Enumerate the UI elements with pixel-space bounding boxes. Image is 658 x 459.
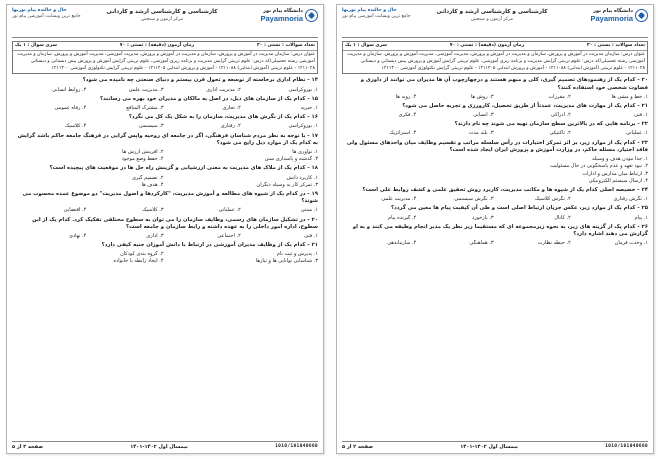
answer-option[interactable]: ۴. مدیریت علمی (381, 196, 417, 203)
answer-option[interactable]: ۳. انسانی (473, 112, 494, 119)
answer-option[interactable]: ۳. ارتباط میان مدارس و ادارات (582, 170, 648, 177)
answer-option[interactable]: ۳. شناسایی توانایی ها و نیازها (255, 258, 318, 265)
page-number: صفحه ۳ از ۵ (12, 443, 44, 450)
answer-options (12, 233, 318, 239)
question-number: ۲۳ (641, 139, 648, 146)
answer-option[interactable]: ۲. مدیریت اداری (206, 86, 241, 93)
answer-options (12, 149, 318, 163)
question-item (342, 224, 648, 247)
answer-options (12, 87, 318, 93)
question-text: در تشکیل سازمان های رسمی، وظایف سازمان را می توان به سطوح مختلفی تفکیک کرد. کدام یک از این سطوح، اداره امور داخلی را به عهده داشته و رابط سازمان و جامعه است؟ (32, 216, 318, 230)
answer-option[interactable]: ۴. اقتضایی (63, 207, 87, 214)
answer-options (342, 156, 648, 184)
answer-option[interactable]: ۴. گیرنده پیام (387, 214, 417, 221)
question-text-row: ۱۵- کدام یک از سازمان های ذیل، در اصل به مالکان و مدیران خود بهره می رسانند؟ (100, 95, 318, 102)
answer-option[interactable]: ۱. نوآوری ها (292, 148, 318, 155)
answer-option[interactable]: ۱. فنی (634, 112, 648, 119)
answer-option[interactable]: ۲. نبود تعهد و عدم پاسخگویی در حال مسئولیت (550, 163, 648, 170)
question-text: کدام یک از نگرش های مدیریت، سازمان را به شکل یک کل می نگرد؟ (128, 114, 306, 121)
exam-time: زمان آزمون (دقیقه) : تستی : ۷۰ (119, 43, 195, 48)
university-name: دانشگاه پیام نور (593, 8, 633, 14)
answer-option[interactable]: ۱. وحدت فرمان (614, 240, 648, 247)
answer-option[interactable]: ۴. سازماندهی (387, 240, 417, 247)
answer-option[interactable]: ۲. حیطه نظارت (537, 240, 571, 247)
question-text: کدام یک از مهارت های مدیریت، عمدتاً از طریق تحصیل، کارورزی و تجربه حاصل می شود؟ (402, 102, 636, 109)
question-item (342, 103, 648, 118)
question-text-row: ۲۵- کدام یک از موارد زیر، عکس جریان ارتباط اصلی است و طی آن کیفیت پیام ها معین می گردد؟ (391, 205, 648, 212)
exam-info-box (342, 41, 648, 74)
page-number: صفحه ۲ از ۵ (342, 443, 374, 450)
question-number: ۲۴ (641, 187, 648, 193)
answer-option[interactable]: ۱. جدا نبودن هدف و وسیله (591, 156, 648, 162)
answer-option[interactable]: ۳. گذشته و پاسداری سنن (264, 156, 318, 163)
question-number: ۱۶ (311, 114, 318, 121)
question-number: ۱۷ (311, 132, 318, 139)
university-emblem-icon (305, 9, 318, 22)
exam-page-right (336, 4, 654, 454)
question-count: تعداد سوالات : تستی : ۳۰ (256, 43, 315, 48)
question-text: کدام یک از رهنمودهای تصمیم گیری، کلی و مبهم هستند و درچهارچوب آن ها مدیران می توانند از داوری و قضاوت شخصی خود استفاده کنند؟ (360, 77, 648, 91)
answer-option[interactable]: ۴. کلاسیک (64, 123, 87, 130)
answer-option[interactable]: ۳. بازخورد (471, 214, 494, 221)
answer-option[interactable]: ۳. اداری (146, 232, 164, 239)
answer-option[interactable]: ۱. فنی (304, 232, 318, 239)
answer-option[interactable]: ۲. آفرینش ارزش ها (122, 148, 164, 155)
tagline-bottom: جامع ترین وبسایت آموزشی پیام نور (342, 14, 411, 20)
answer-option[interactable]: ۱. نگرش رفتاری (613, 196, 648, 203)
question-number: ۲۶ (641, 223, 648, 230)
question-series: سری سوال : ۱ یک (15, 43, 58, 48)
answer-option[interactable]: ۱. خط و مشی ها (611, 93, 648, 100)
answer-option[interactable]: ۳. هماهنگی (469, 240, 494, 247)
exam-page-left (6, 4, 324, 454)
answer-option[interactable]: ۳. تمرکز کار به وسیله دیگران (256, 181, 318, 188)
question-text: کدام یک از ملاک های مدیریت به معنی ارزشیابی و گزینش راه حل ها در موقعیت های پیچیده است؟ (49, 165, 306, 172)
answer-option[interactable]: ۴. روابط انسانی (52, 86, 87, 93)
answer-options (12, 207, 318, 213)
course-info: عنوان درس: سازمان مدیریت در آموزش و پرورش، سازمان و مدیریت در آموزش و پرورش، مدیریت آموزشی، مدیریت آموزش و پرورش، سازمان و مدیریت آموزشی رشته تحصیلی/کد درس: علوم تربیتی گرایش مدیریت و برنامه ریزی آموزشی، علوم تربیتی گرایش آموزش و پرورش پیش دبستانی و دبستانی ۱۲۱۱۰۲۸ - علوم تربیتی (آموزش ابتدایی) ۱۲۱۱۰۸۸ - آموزش و پرورش ابتدایی ۱۲۱۱۲۰۵ - علوم تربیتی گرایش تکنولوژی آموزشی ۱۲۱۱۳۰۰ (17, 51, 315, 71)
question-text-row: ۲۴- خصیصه اصلی کدام یک از شیوه ها و مکاتب مدیریت، کاربرد روش تحقیق علمی و کشف روابط علی است؟ (362, 187, 648, 193)
question-number: ۲۲ (641, 121, 648, 128)
exam-subtitle: مرکز آزمون و سنجش (470, 16, 514, 22)
question-number: ۲۰ (311, 216, 318, 223)
question-item (12, 133, 318, 163)
university-emblem-icon (635, 9, 648, 22)
answer-options (12, 251, 318, 265)
question-text-row: ۲۰- در تشکیل سازمان های رسمی، وظایف سازمان را می توان به سطوح مختلفی تفکیک کرد. کدام یک از این سطوح، اداره امور داخلی را به عهده داشته و رابط سازمان و جامعه است؟ (32, 216, 318, 230)
answer-option[interactable]: ۲. گروه بندی کودکان (120, 251, 164, 258)
barcode-number: 1010/101040660 (605, 444, 648, 449)
page-header (12, 8, 318, 38)
question-text: با توجه به نظر مردم شناسان فرهنگی، اگر در جامعه ای روحیه واپس گرایی در فرهنگ جامعه حاکم باشد گرایش به کدام یک از موارد ذیل رایج می شود؟ (17, 132, 318, 146)
answer-option[interactable]: ۲. اجتماعی (217, 232, 241, 239)
answer-option[interactable]: ۲. کانال (554, 214, 571, 221)
answer-options (342, 240, 648, 246)
page-header (342, 8, 648, 38)
question-item (12, 217, 318, 240)
answer-option[interactable]: ۳. کلاسیک (142, 207, 164, 214)
tagline-top: حال و حالنده پیام نوریها (342, 8, 397, 13)
answer-option[interactable]: ۲. مقررات (548, 93, 571, 100)
term-label: نیمسال اول ۱۴۰۲-۱۴۰۱ (460, 443, 518, 450)
page-footer (12, 441, 318, 450)
answer-option[interactable]: ۴. استراتژیک (389, 130, 417, 137)
answer-option[interactable]: ۱. سنتی (300, 207, 318, 214)
question-number: ۲۵ (641, 205, 648, 212)
exam-title: کارشناسی و کارشناسی ارشد و کاردانی (436, 9, 548, 15)
question-text-row: ۱۴- نظام اداری برخاسته از توسعه و تحول قرن بیستم و دنیای صنعتی چه نامیده می شود؟ (82, 77, 318, 84)
question-list (342, 77, 648, 246)
answer-option[interactable]: ۴. فکری (398, 112, 417, 119)
question-number: ۲۰ (641, 77, 648, 84)
answer-option[interactable]: ۱. بوروکراسی (288, 123, 318, 130)
question-item (12, 114, 318, 129)
question-count: تعداد سوالات : تستی : ۳۰ (586, 43, 645, 48)
question-text-row: ۱۶- کدام یک از نگرش های مدیریت، سازمان را به شکل یک کل می نگرد؟ (128, 114, 318, 121)
answer-option[interactable]: ۴. هدف ها (141, 181, 164, 188)
question-text: کدام یک از گزینه های زیر، به نحوه زیرمجموعه ای که مستقیما زیر نظر یک مدیر انجام وظیفه می کنند و به او گزارش می دهند اشاره دارد؟ (352, 223, 648, 237)
question-item (342, 140, 648, 184)
question-text-row: ۱۸- کدام یک از ملاک های مدیریت به معنی ارزشیابی و گزینش راه حل ها در موقعیت های پیچیده است؟ (49, 165, 318, 172)
question-text: کدام یک از وظایف مدیران آموزشی در ارتباط با دانش آموزان جنبه کیفی دارد؟ (101, 242, 306, 249)
question-text-row: ۲۲- برنامه هایی که در بالاترین سطح سازمان تهیه می شوند چه نام دارند؟ (454, 121, 648, 128)
question-item (12, 77, 318, 92)
answer-options (12, 105, 318, 111)
answer-option[interactable]: ۱. خیریه (300, 104, 318, 111)
question-item (12, 242, 318, 265)
answer-option[interactable]: ۲. ادراکی (550, 112, 571, 119)
question-number: ۱۵ (311, 95, 318, 102)
answer-option[interactable]: ۴. رویه ها (395, 93, 417, 100)
question-text: در کدام یک از شیوه های مطالعه و آموزش مدیریت، "کارکردها و اصول مدیریت" دو موضوع عمده محسوب می شوند؟ (22, 191, 318, 205)
question-text: برنامه هایی که در بالاترین سطح سازمان تهیه می شوند چه نام دارند؟ (454, 121, 636, 128)
question-item (342, 205, 648, 220)
answer-option[interactable]: ۴. رفاه عمومی (54, 104, 87, 111)
answer-options (342, 196, 648, 202)
question-text-row: ۱۹- در کدام یک از شیوه های مطالعه و آموزش مدیریت، "کارکردها و اصول مدیریت" دو موضوع عمده محسوب می شوند؟ (22, 191, 318, 205)
answer-options (12, 175, 318, 189)
question-list (12, 77, 318, 264)
page-footer (342, 441, 648, 450)
question-text-row: ۲۱- کدام یک از مهارت های مدیریت، عمدتاً از طریق تحصیل، کارورزی و تجربه حاصل می شود؟ (402, 102, 648, 109)
question-number: ۲۱ (641, 102, 648, 109)
answer-option[interactable]: ۲. تجاری (222, 104, 241, 111)
answer-option[interactable]: ۲. رفتاری (220, 123, 241, 130)
question-text-row: ۲۱- کدام یک از وظایف مدیران آموزشی در ارتباط با دانش آموزان جنبه کیفی دارد؟ (101, 242, 318, 249)
answer-option[interactable]: ۱. عملیاتی (626, 130, 648, 137)
question-item (12, 191, 318, 214)
question-text: خصیصه اصلی کدام یک از شیوه ها و مکاتب مدیریت، کاربرد روش تحقیق علمی و کشف روابط علی است؟ (362, 187, 636, 193)
answer-options (342, 130, 648, 136)
exam-info-box (12, 41, 318, 74)
question-text-row: ۲۶- کدام یک از گزینه های زیر، به نحوه زیرمجموعه ای که مستقیما زیر نظر یک مدیر انجام وظیفه می کنند و به او گزارش می دهند اشاره دارد؟ (352, 223, 648, 237)
answer-options (12, 123, 318, 129)
question-text: کدام یک از موارد زیر، عکس جریان ارتباط اصلی است و طی آن کیفیت پیام ها معین می گردد؟ (391, 205, 636, 212)
answer-option[interactable]: ۴. ایجاد رابطه با خانواده (113, 258, 164, 265)
course-info: عنوان درس: سازمان مدیریت در آموزش و پرورش، سازمان و مدیریت در آموزش و پرورش، مدیریت آموزشی، مدیریت آموزش و پرورش، سازمان و مدیریت آموزشی رشته تحصیلی/کد درس: علوم تربیتی گرایش مدیریت و برنامه ریزی آموزشی، علوم تربیتی گرایش آموزش و پرورش پیش دبستانی و دبستانی ۱۲۱۱۰۲۸ - علوم تربیتی (آموزش ابتدایی) ۱۲۱۱۰۸۸ - آموزش و پرورش ابتدایی ۱۲۱۱۲۰۵ - علوم تربیتی گرایش تکنولوژی آموزشی ۱۲۱۱۳۰۰ (347, 51, 645, 71)
university-logo (570, 8, 648, 24)
question-number: ۱۹ (311, 191, 318, 197)
answer-option[interactable]: ۱. پیام (634, 214, 648, 221)
university-logo (240, 8, 318, 24)
term-label: نیمسال اول ۱۴۰۲-۱۴۰۱ (130, 443, 188, 450)
answer-option[interactable]: ۲. عملیاتی (218, 207, 241, 214)
question-text-row: ۲۰- کدام یک از رهنمودهای تصمیم گیری، کلی و مبهم هستند و درچهارچوب آن ها مدیران می توانند از داوری و قضاوت شخصی خود استفاده کنند؟ (360, 77, 648, 91)
question-text: نظام اداری برخاسته از توسعه و تحول قرن بیستم و دنیای صنعتی چه نامیده می شود؟ (82, 77, 306, 84)
exam-subtitle: مرکز آزمون و سنجش (140, 16, 184, 22)
answer-option[interactable]: ۲. تاکتیکی (549, 130, 571, 137)
header-tagline (342, 8, 414, 20)
brand-name: Payamnoria (590, 14, 633, 24)
answer-option[interactable]: ۲. نگرش کلاسیک (534, 196, 571, 203)
answer-option[interactable]: ۳. مدیریت علمی (128, 86, 164, 93)
brand-name: Payamnoria (260, 14, 303, 24)
barcode-number: 1010/101040660 (275, 444, 318, 449)
answer-option[interactable]: ۳. روش ها (470, 93, 494, 100)
answer-option[interactable]: ۲. تصمیم گیری (132, 174, 164, 181)
answer-option[interactable]: ۱. بوروکراسی (288, 86, 318, 93)
answer-options (342, 112, 648, 118)
answer-option[interactable]: ۳. سیستمی (138, 123, 164, 130)
answer-option[interactable]: ۳. نگرش سیستمی (454, 196, 494, 203)
question-item (342, 77, 648, 100)
answer-option[interactable]: ۳. بلند مدت (468, 130, 494, 137)
question-text-row: ۲۳- کدام یک از موارد زیر، بر اثر تمرکز اختیارات در رأس سلسله مراتب و تقسیم وظایف میان واحدهای مسئول ولی فاقد اختیار، مسئله حاکم، در وزارت آموزش و پرورش ایران ایجاد شده است؟ (346, 139, 648, 153)
exam-title: کارشناسی و کارشناسی ارشد و کاردانی (106, 9, 218, 15)
question-item (12, 165, 318, 188)
answer-option[interactable]: ۴. نهادی (69, 232, 87, 239)
answer-options (342, 215, 648, 221)
tagline-top: حال و حالنده پیام نوریها (12, 8, 67, 13)
question-number: ۲۱ (311, 242, 318, 249)
university-name: دانشگاه پیام نور (263, 8, 303, 14)
question-text: کدام یک از سازمان های ذیل، در اصل به مالکان و مدیران خود بهره می رسانند؟ (100, 95, 306, 102)
question-series: سری سوال : ۱ یک (345, 43, 388, 48)
header-tagline (12, 8, 84, 20)
question-item (342, 187, 648, 202)
answer-option[interactable]: ۳. مشترک المنافع (126, 104, 164, 111)
answer-options (342, 94, 648, 100)
question-number: ۱۸ (311, 165, 318, 172)
question-number: ۱۴ (311, 77, 318, 84)
answer-option[interactable]: ۴. حفظ وضع موجود (121, 156, 164, 163)
question-item (342, 121, 648, 136)
answer-option[interactable]: ۱. کاربرد دانش (286, 174, 318, 181)
question-text: کدام یک از موارد زیر، بر اثر تمرکز اختیارات در رأس سلسله مراتب و تقسیم وظایف میان واحدهای مسئول ولی فاقد اختیار، مسئله حاکم، در وزارت آموزش و پرورش ایران ایجاد شده است؟ (346, 139, 648, 153)
tagline-bottom: جامع ترین وبسایت آموزشی پیام نور (12, 14, 81, 20)
question-item (12, 96, 318, 111)
exam-time: زمان آزمون (دقیقه) : تستی : ۷۰ (449, 43, 525, 48)
question-text-row: ۱۷- با توجه به نظر مردم شناسان فرهنگی، اگر در جامعه ای روحیه واپس گرایی در فرهنگ جامعه حاکم باشد گرایش به کدام یک از موارد ذیل رایج می شود؟ (17, 132, 318, 146)
answer-option[interactable]: ۴. ارسال سیستم الکترونیکی (588, 177, 648, 184)
answer-option[interactable]: ۱. پذیرش و ثبت نام (276, 251, 318, 258)
